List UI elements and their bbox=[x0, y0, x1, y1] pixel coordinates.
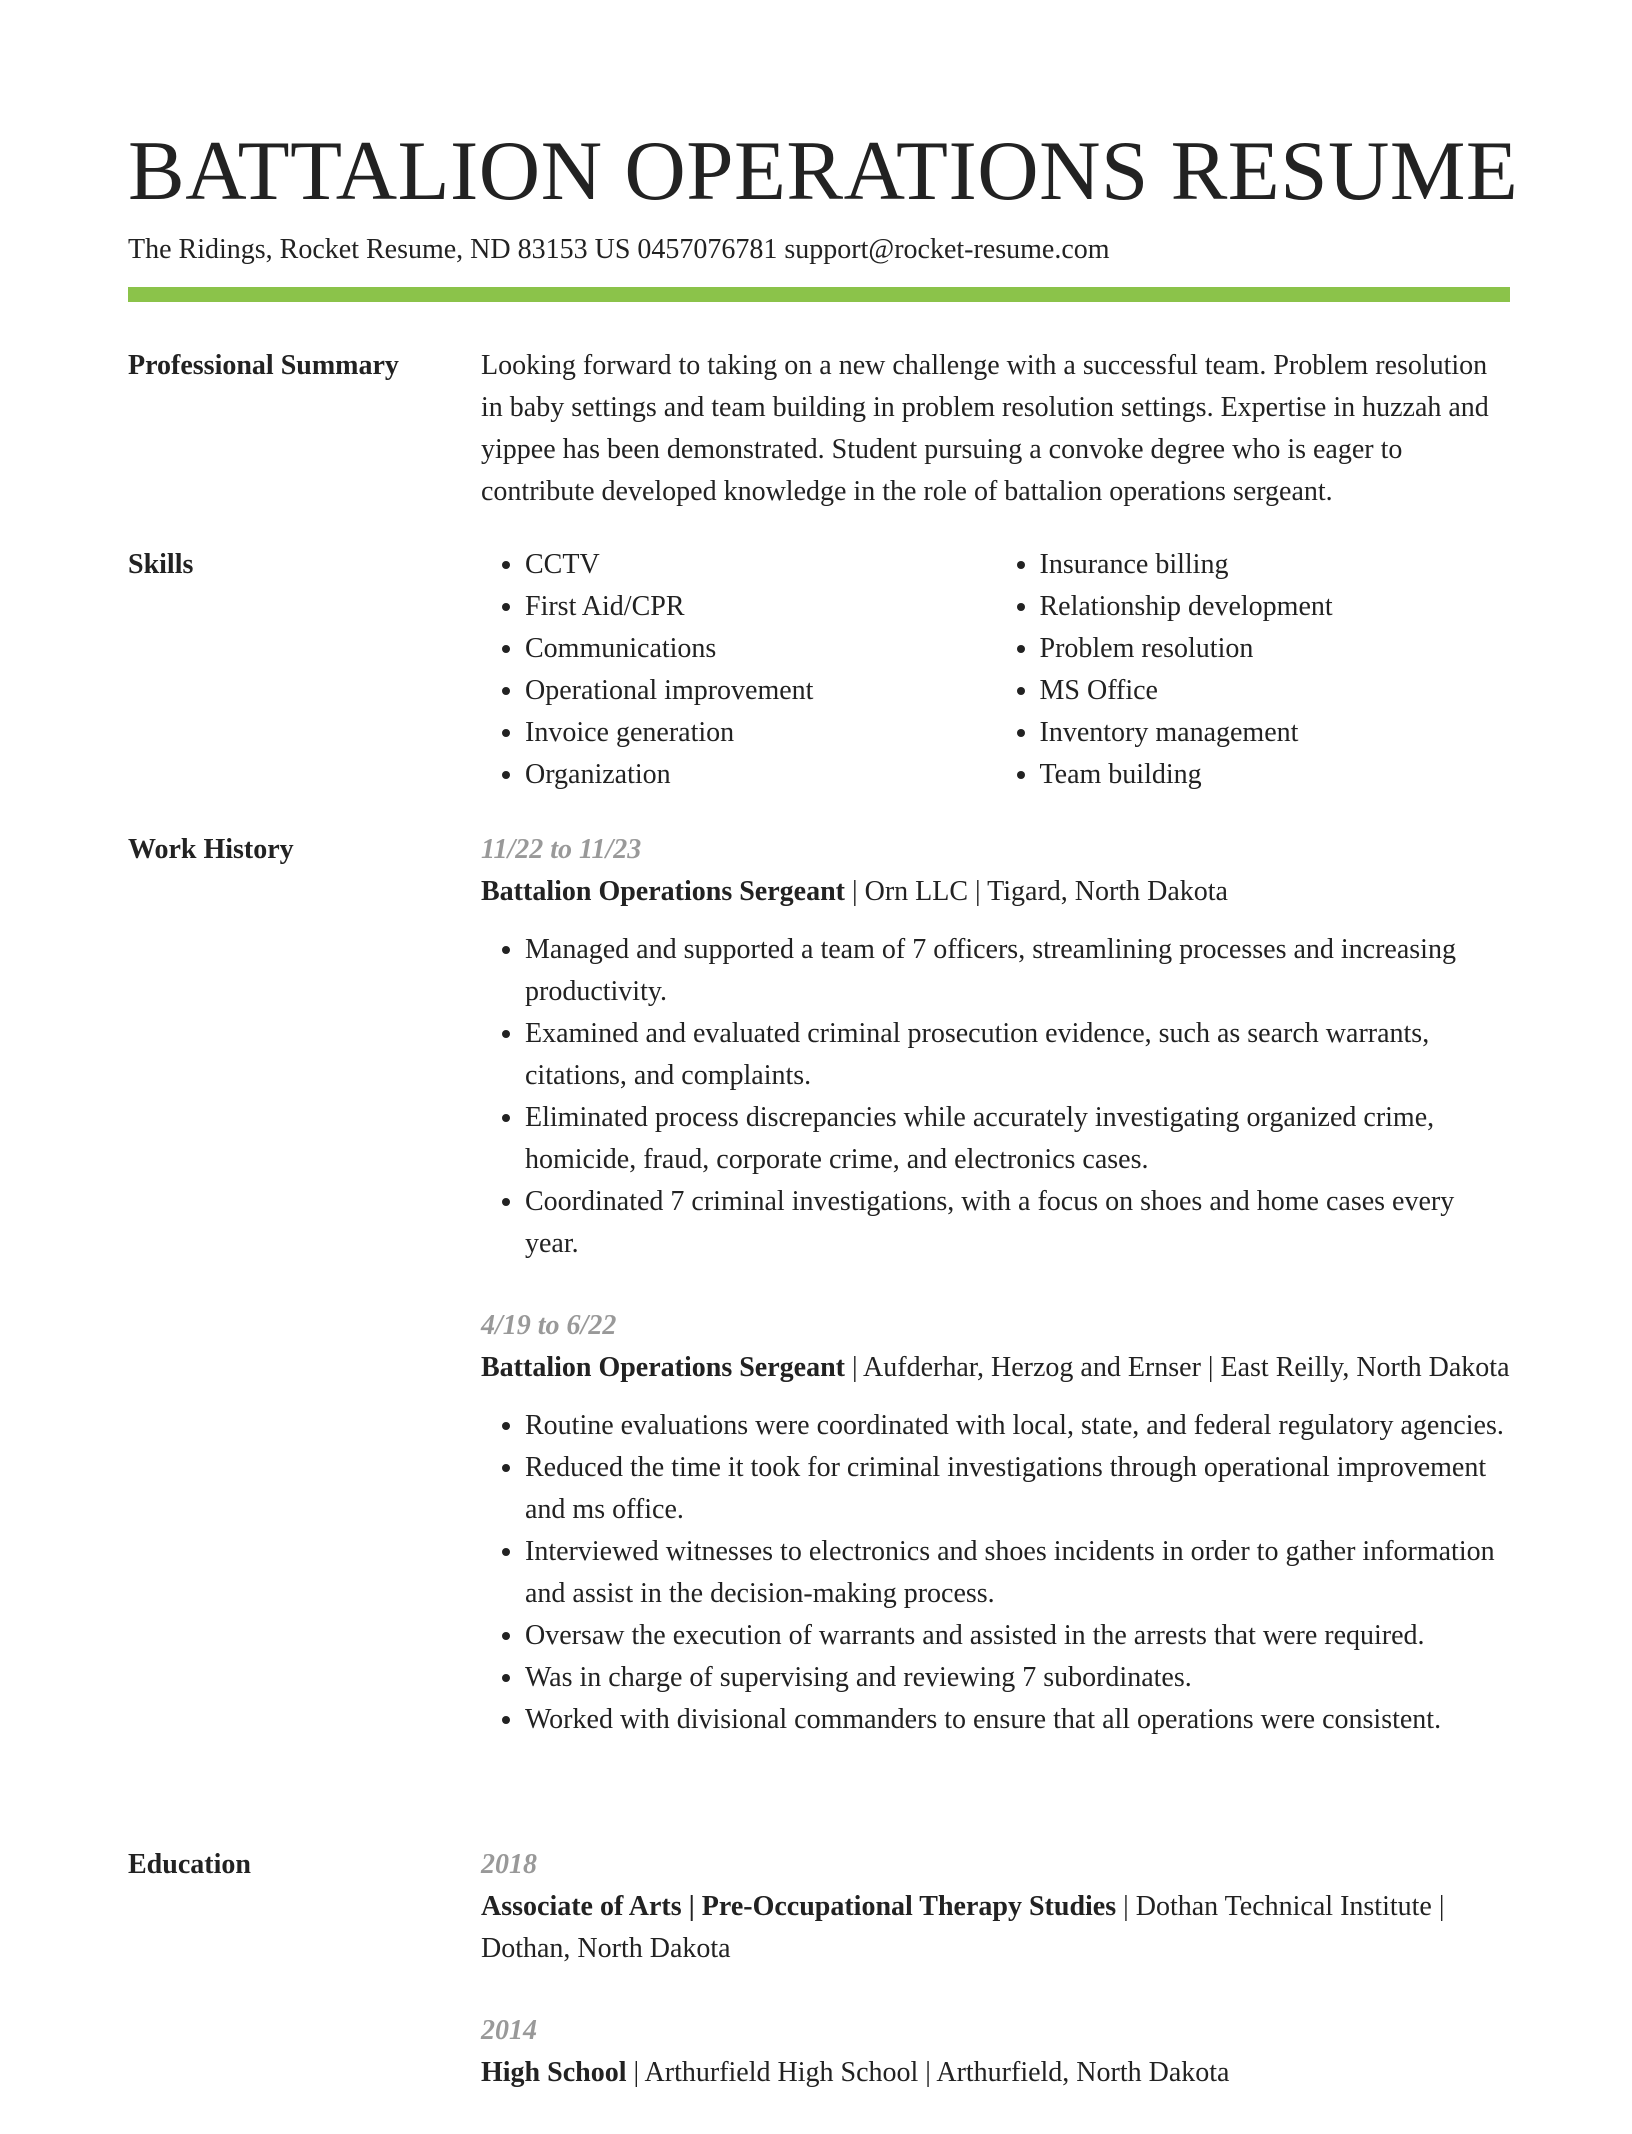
skill-item: • Relationship development bbox=[1040, 586, 1511, 628]
work-history-heading: Work History bbox=[128, 834, 294, 865]
education-year: 2018 bbox=[481, 1849, 537, 1880]
skill-item: • Inventory management bbox=[1040, 712, 1511, 754]
job-title-line bbox=[481, 871, 1510, 913]
skill-item: • Operational improvement bbox=[525, 670, 996, 712]
skill-item: • MS Office bbox=[1040, 670, 1511, 712]
education-body bbox=[481, 1844, 1510, 2134]
skill-item: • Problem resolution bbox=[1040, 628, 1511, 670]
skill-item: • CCTV bbox=[525, 544, 996, 586]
job-bullet: • Coordinated 7 criminal investigations, with a focus on shoes and home cases every year. bbox=[525, 1181, 1510, 1265]
skill-item: • Team building bbox=[1040, 754, 1511, 796]
job-bullet: • Interviewed witnesses to electronics and shoes incidents in order to gather information and assist in the decision-making process. bbox=[525, 1531, 1510, 1615]
education-details: | Arthurfield High School | Arthurfield, North Dakota bbox=[626, 2057, 1230, 2088]
job-role: Battalion Operations Sergeant bbox=[481, 1352, 845, 1383]
job-bullet: • Routine evaluations were coordinated with local, state, and federal regulatory agencies. bbox=[525, 1405, 1510, 1447]
header-divider bbox=[128, 287, 1510, 302]
job-details: | Aufderhar, Herzog and Ernser | East Reilly, North Dakota bbox=[845, 1352, 1510, 1383]
education-entry bbox=[481, 2010, 1510, 2094]
job-entry bbox=[481, 1305, 1510, 1741]
resume-title: BATTALION OPERATIONS RESUME bbox=[128, 124, 1519, 218]
skill-item: • Communications bbox=[525, 628, 996, 670]
skills-list-right bbox=[996, 544, 1511, 796]
education-heading: Education bbox=[128, 1849, 251, 1880]
skill-item: • First Aid/CPR bbox=[525, 586, 996, 628]
job-bullet: • Managed and supported a team of 7 officers, streamlining processes and increasing productivity. bbox=[525, 929, 1510, 1013]
job-entry bbox=[481, 829, 1510, 1265]
job-dates: 11/22 to 11/23 bbox=[481, 834, 642, 865]
skill-item: • Organization bbox=[525, 754, 996, 796]
education-line bbox=[481, 1886, 1510, 1970]
skill-item: • Insurance billing bbox=[1040, 544, 1511, 586]
summary-heading: Professional Summary bbox=[128, 350, 399, 381]
job-bullets bbox=[481, 1405, 1510, 1741]
job-dates: 4/19 to 6/22 bbox=[481, 1310, 617, 1341]
education-line bbox=[481, 2052, 1510, 2094]
contact-info: The Ridings, Rocket Resume, ND 83153 US 0457076781 support@rocket-resume.com bbox=[128, 234, 1110, 265]
skills-list-left bbox=[481, 544, 996, 796]
education-entry bbox=[481, 1844, 1510, 1970]
job-role: Battalion Operations Sergeant bbox=[481, 876, 845, 907]
education-degree: Associate of Arts | Pre-Occupational Therapy Studies bbox=[481, 1891, 1117, 1922]
job-bullet: • Was in charge of supervising and reviewing 7 subordinates. bbox=[525, 1657, 1510, 1699]
work-history-body bbox=[481, 829, 1510, 1781]
job-details: | Orn LLC | Tigard, North Dakota bbox=[845, 876, 1228, 907]
education-year: 2014 bbox=[481, 2015, 537, 2046]
job-title-line bbox=[481, 1347, 1510, 1389]
job-bullet: • Reduced the time it took for criminal investigations through operational improvement and ms office. bbox=[525, 1447, 1510, 1531]
job-bullet: • Oversaw the execution of warrants and assisted in the arrests that were required. bbox=[525, 1615, 1510, 1657]
skills-heading: Skills bbox=[128, 549, 194, 580]
job-bullet: • Eliminated process discrepancies while accurately investigating organized crime, homicide, fraud, corporate crime, and electronics cases. bbox=[525, 1097, 1510, 1181]
job-bullets bbox=[481, 929, 1510, 1265]
summary-body bbox=[481, 345, 1510, 513]
job-bullet: • Worked with divisional commanders to ensure that all operations were consistent. bbox=[525, 1699, 1510, 1741]
job-bullet: • Examined and evaluated criminal prosecution evidence, such as search warrants, citations, and complaints. bbox=[525, 1013, 1510, 1097]
education-degree: High School bbox=[481, 2057, 627, 2088]
summary-text: Looking forward to taking on a new challenge with a successful team. Problem resolution in baby settings and team building in problem resolution settings. Expertise in huzzah and yippee has been demonstrated. Student pursuing a convoke degree who is eager to contribute developed knowledge in the role of battalion operations sergeant. bbox=[481, 350, 1489, 507]
skill-item: • Invoice generation bbox=[525, 712, 996, 754]
education-details: | Dothan Technical Institute | Dothan, North Dakota bbox=[481, 1891, 1445, 1964]
skills-body bbox=[481, 544, 1510, 796]
